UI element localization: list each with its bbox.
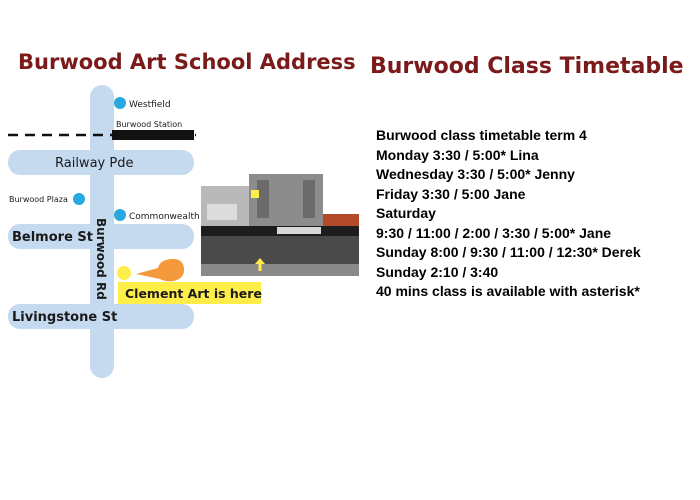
building-pillar: [257, 180, 269, 218]
timetable-list: [376, 126, 641, 302]
timetable-line: 9:30 / 11:00 / 2:00 / 3:30 / 5:00* Jane: [376, 224, 612, 241]
commonwealth-label: Commonwealth: [129, 212, 200, 222]
burwood-rd-label: Burwood Rd: [94, 218, 108, 300]
livingstone-st-label: Livingstone St: [12, 310, 118, 325]
building-pillar: [303, 180, 315, 218]
timetable-note: 40 mins class is available with asterisk*: [376, 283, 640, 299]
marker-square-icon: [251, 190, 259, 198]
timetable-title: Burwood class timetable term 4: [376, 127, 587, 143]
address-heading: Burwood Art School Address: [18, 50, 356, 74]
burwood-plaza-label: Burwood Plaza: [9, 195, 68, 204]
belmore-st-label: Belmore St: [12, 230, 93, 245]
left-building-window: [207, 204, 237, 220]
timetable-line: Sunday 2:10 / 3:40: [376, 263, 499, 280]
timetable-line: Saturday: [376, 205, 436, 221]
timetable-heading: Burwood Class Timetable: [370, 54, 684, 79]
westfield-label: Westfield: [129, 100, 171, 110]
shopfronts: [201, 236, 359, 264]
timetable-line: Sunday 8:00 / 9:30 / 11:00 / 12:30* Derek: [376, 244, 641, 260]
railway-pde-label: Railway Pde: [55, 156, 134, 171]
timetable-line: Monday 3:30 / 5:00* Lina: [376, 146, 539, 163]
storefront-photo: [201, 170, 359, 276]
station-platform: [112, 130, 194, 140]
westfield-marker-icon: [114, 97, 126, 109]
pointer-icon: [136, 259, 184, 281]
burwood-station-label: Burwood Station: [116, 120, 183, 129]
street: [201, 264, 359, 276]
timetable-line: Wednesday 3:30 / 5:00* Jenny: [376, 166, 575, 182]
burwood-plaza-marker-icon: [73, 193, 85, 205]
shop-sign: [277, 227, 321, 234]
commonwealth-marker-icon: [114, 209, 126, 221]
clement-art-label: Clement Art is here: [125, 286, 262, 301]
timetable-line: Friday 3:30 / 5:00 Jane: [376, 185, 526, 202]
school-location-marker-icon: [117, 266, 131, 280]
